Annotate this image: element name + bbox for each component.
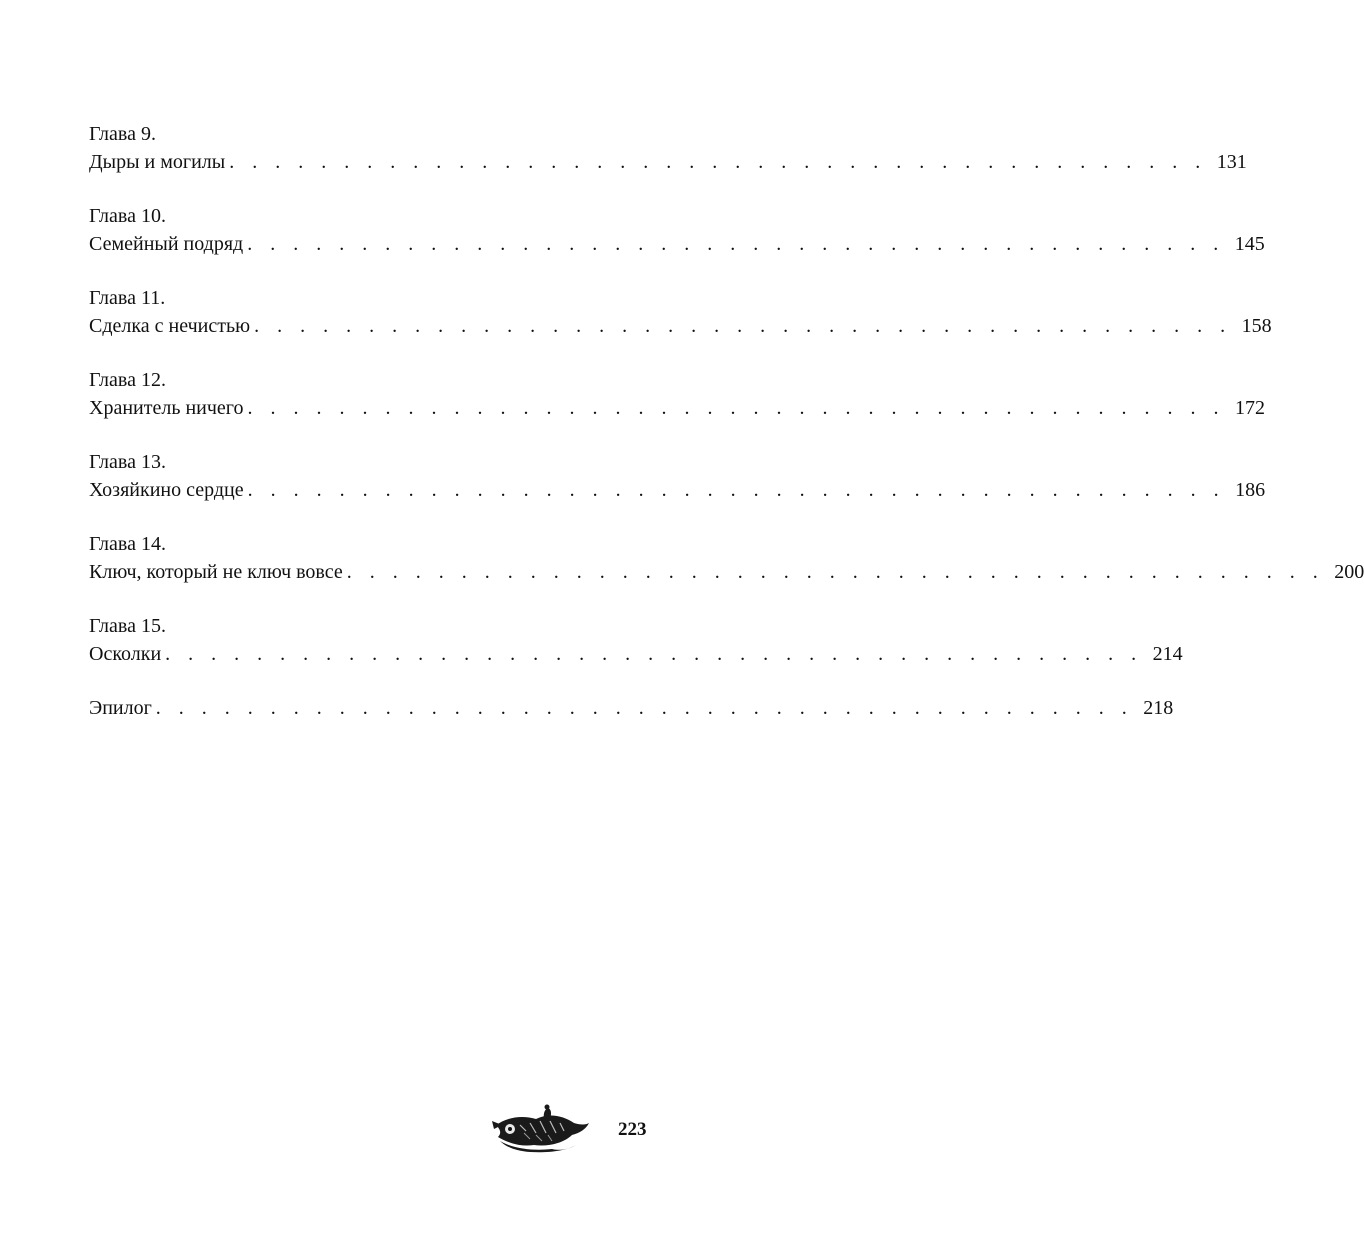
dot-leader: . . . . . . . . . . . . . . . . . . . . . . . . . . . . . . . . . . . . . . . . . . . — [165, 643, 1143, 665]
chapter-page-number: 131 — [1216, 151, 1247, 173]
fish-bird-ornament-icon — [490, 1103, 590, 1153]
chapter-title-line[interactable] — [89, 312, 1272, 340]
dot-leader: . . . . . . . . . . . . . . . . . . . . . . . . . . . . . . . . . . . . . . . . . . . — [346, 561, 1325, 583]
toc-entry-chapter-9 — [89, 120, 1247, 176]
chapter-title-line[interactable] — [89, 476, 1266, 504]
chapter-page-number: 158 — [1241, 315, 1272, 337]
toc-entry-chapter-13 — [89, 448, 1266, 504]
chapter-title: Дыры и могилы — [89, 151, 226, 173]
chapter-title-line[interactable] — [89, 394, 1265, 422]
chapter-page-number: 172 — [1235, 397, 1265, 419]
chapter-title-line[interactable] — [89, 558, 1364, 586]
table-of-contents — [89, 120, 1364, 748]
toc-entry-chapter-14 — [89, 530, 1364, 586]
chapter-title-line[interactable] — [89, 230, 1265, 258]
toc-entry-chapter-11 — [89, 284, 1272, 340]
chapter-label: Глава 15. — [89, 615, 166, 637]
chapter-title: Осколки — [89, 643, 162, 665]
chapter-page-number: 214 — [1152, 643, 1183, 665]
chapter-title: Ключ, который не ключ вовсе — [89, 561, 343, 583]
dot-leader: . . . . . . . . . . . . . . . . . . . . . . . . . . . . . . . . . . . . . . . . . . . — [155, 697, 1134, 719]
epilogue-title-line[interactable] — [89, 694, 1174, 722]
chapter-title-line[interactable] — [89, 148, 1247, 176]
chapter-label: Глава 9. — [89, 123, 156, 145]
dot-leader: . . . . . . . . . . . . . . . . . . . . . . . . . . . . . . . . . . . . . . . . . . . — [247, 233, 1225, 255]
chapter-label: Глава 13. — [89, 451, 166, 473]
chapter-label: Глава 14. — [89, 533, 166, 555]
toc-entry-chapter-15 — [89, 612, 1183, 668]
toc-entry-chapter-12 — [89, 366, 1265, 422]
chapter-title: Сделка с нечистью — [89, 315, 251, 337]
chapter-label: Глава 10. — [89, 205, 166, 227]
dot-leader: . . . . . . . . . . . . . . . . . . . . . . . . . . . . . . . . . . . . . . . . . . . — [254, 315, 1232, 337]
chapter-label: Глава 12. — [89, 369, 166, 391]
page-footer — [490, 1103, 660, 1155]
toc-entry-epilogue — [89, 694, 1174, 722]
page-number: 223 — [618, 1119, 647, 1140]
epilogue-page-number: 218 — [1143, 697, 1174, 719]
dot-leader: . . . . . . . . . . . . . . . . . . . . . . . . . . . . . . . . . . . . . . . . . . . — [247, 479, 1226, 501]
chapter-page-number: 200 — [1334, 561, 1364, 583]
epilogue-title: Эпилог — [89, 697, 152, 719]
dot-leader: . . . . . . . . . . . . . . . . . . . . . . . . . . . . . . . . . . . . . . . . . . . — [229, 151, 1207, 173]
chapter-title: Хранитель ничего — [89, 397, 244, 419]
dot-leader: . . . . . . . . . . . . . . . . . . . . . . . . . . . . . . . . . . . . . . . . . . . — [247, 397, 1225, 419]
chapter-title: Хозяйкино сердце — [89, 479, 244, 501]
chapter-title-line[interactable] — [89, 640, 1183, 668]
chapter-page-number: 145 — [1234, 233, 1265, 255]
chapter-title: Семейный подряд — [89, 233, 244, 255]
chapter-page-number: 186 — [1235, 479, 1266, 501]
toc-entry-chapter-10 — [89, 202, 1265, 258]
chapter-label: Глава 11. — [89, 287, 166, 309]
